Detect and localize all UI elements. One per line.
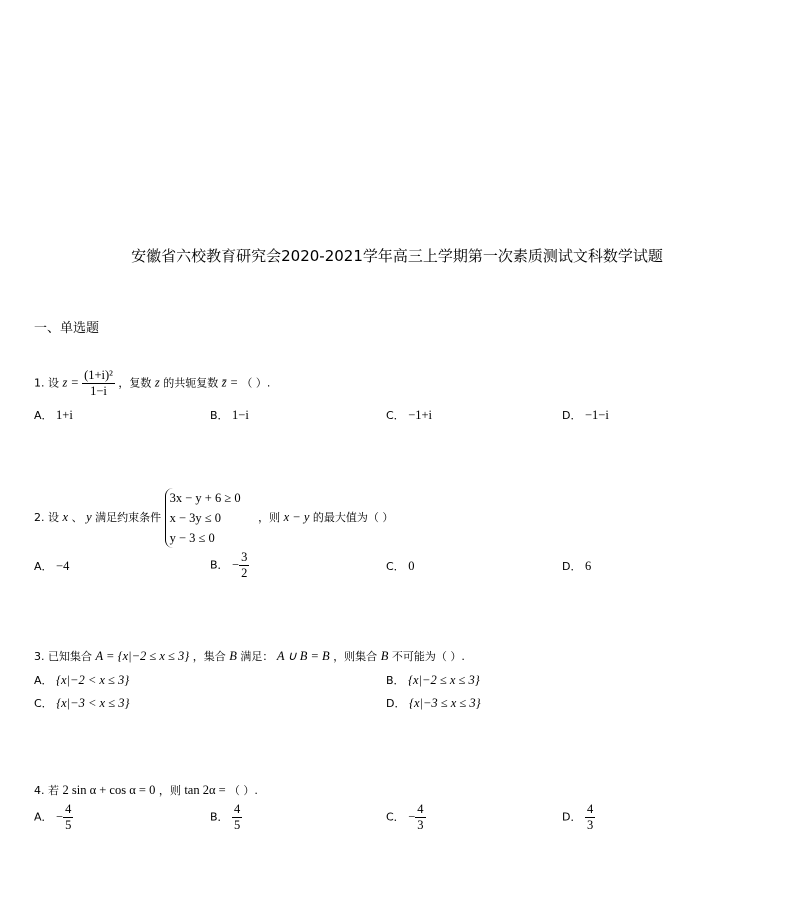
fraction-denominator: 3 [417, 818, 424, 832]
option-label: B． [210, 558, 229, 572]
option-value: 0 [408, 559, 415, 573]
option-label: C． [386, 560, 405, 573]
q3-set-a: A = {x|−2 ≤ x ≤ 3} [95, 649, 190, 663]
q2-constraint-3: y − 3 ≤ 0 [169, 531, 215, 545]
q3-relation: A ∪ B = B [276, 649, 330, 663]
q1-suffix: （ ）. [241, 376, 271, 390]
option-value: {x|−2 ≤ x ≤ 3} [408, 673, 480, 687]
fraction-numerator: 4 [417, 802, 424, 816]
q3-mid: ，集合 [192, 650, 226, 663]
q2-option-d[interactable] [562, 558, 591, 574]
q3-prefix: 3. 已知集合 [34, 650, 92, 663]
option-fraction [415, 802, 425, 833]
option-sign: − [408, 809, 416, 824]
option-fraction [63, 802, 73, 833]
q3-option-d[interactable] [386, 695, 481, 711]
q1-option-d[interactable] [562, 407, 609, 423]
q4-expr: tan 2α = [184, 783, 229, 797]
q4-prefix: 4. 若 [34, 784, 59, 797]
q2-option-a[interactable] [34, 558, 69, 574]
question-4 [34, 782, 258, 798]
option-fraction [232, 802, 242, 833]
q1-mid: ，复数 [118, 376, 152, 390]
option-label: D． [562, 409, 582, 422]
q1-fraction [82, 368, 115, 399]
q2-prefix: 2. 设 [34, 511, 59, 524]
option-value: 1+i [56, 408, 73, 422]
fraction-numerator: 4 [65, 802, 72, 816]
q2-suffix: 的最大值为（ ） [312, 511, 394, 524]
option-value: {x|−3 < x ≤ 3} [56, 696, 130, 710]
q3-b: B [229, 649, 237, 663]
q1-option-c[interactable] [386, 407, 432, 423]
fraction-denominator: 5 [234, 818, 241, 832]
q4-suffix: （ ）. [228, 784, 258, 797]
fraction-denominator: 5 [65, 818, 72, 832]
q1-z: z [154, 375, 160, 390]
q3-mid2: 满足： [240, 650, 274, 663]
question-1 [34, 368, 270, 399]
option-label: B． [210, 810, 229, 824]
q3-option-a[interactable] [34, 672, 129, 688]
q3-option-c[interactable] [34, 695, 129, 711]
q2-sep: 、 [71, 511, 83, 524]
fraction-denominator: 3 [586, 818, 594, 832]
section-heading: 一、单选题 [34, 321, 100, 336]
fraction-numerator: 4 [586, 802, 594, 816]
fraction-numerator: 4 [234, 802, 241, 816]
q4-equation: 2 sin α + cos α = 0 [62, 783, 156, 797]
option-value: {x|−2 < x ≤ 3} [56, 673, 130, 687]
q2-y: y [86, 510, 92, 524]
q2-option-b[interactable] [210, 550, 249, 581]
q4-option-d[interactable] [562, 802, 595, 833]
q1-denominator: 1−i [90, 384, 107, 398]
option-label: B． [386, 674, 405, 687]
q2-x: x [62, 510, 69, 524]
option-label: D． [386, 697, 406, 710]
q3-b2: B [380, 649, 389, 663]
q1-option-b[interactable] [210, 407, 249, 423]
option-value: {x|−3 ≤ x ≤ 3} [408, 696, 481, 710]
q3-option-b[interactable] [386, 672, 480, 688]
option-value: −4 [56, 559, 70, 573]
q1-zbar: z̄ = [221, 375, 242, 390]
option-sign: − [56, 809, 64, 824]
option-label: A． [34, 810, 53, 824]
question-2 [34, 488, 393, 548]
q1-option-a[interactable] [34, 407, 73, 423]
option-label: D． [562, 810, 582, 824]
option-fraction [585, 802, 595, 833]
q2-expr: x − y [283, 510, 310, 524]
q1-z-eq: z = [62, 375, 83, 390]
option-label: C． [34, 697, 53, 710]
q2-constraint-2: x − 3y ≤ 0 [169, 511, 222, 525]
option-label: C． [386, 409, 405, 422]
option-label: A． [34, 409, 53, 422]
q3-mid3: ，则集合 [333, 650, 378, 663]
q4-option-a[interactable] [34, 802, 73, 833]
option-label: A． [34, 560, 53, 573]
page-title: 安徽省六校教育研究会2020-2021学年高三上学期第一次素质测试文科数学试题 [131, 247, 663, 265]
option-sign: − [232, 557, 240, 572]
option-value: 1−i [232, 408, 249, 422]
fraction-numerator: 3 [241, 550, 248, 564]
option-value: −1−i [584, 408, 609, 422]
q2-b-fraction [239, 550, 249, 581]
q4-option-c[interactable] [386, 802, 426, 833]
option-label: D． [562, 560, 582, 573]
question-3 [34, 648, 465, 664]
q2-constraint-system [165, 488, 241, 548]
option-label: B． [210, 409, 229, 422]
q2-constraint-1: 3x − y + 6 ≥ 0 [169, 491, 241, 505]
fraction-denominator: 2 [241, 566, 248, 580]
q3-suffix: 不可能为（ ）. [391, 650, 465, 663]
q1-prefix: 1. 设 [34, 376, 59, 390]
option-label: C． [386, 810, 405, 824]
q4-mid: ，则 [158, 784, 181, 797]
q1-numerator: (1+i)² [84, 368, 113, 382]
option-value: 6 [584, 559, 592, 573]
q4-option-b[interactable] [210, 802, 242, 833]
option-label: A． [34, 674, 53, 687]
q2-mid: 满足约束条件 [95, 511, 162, 524]
q2-mid2: ，则 [258, 511, 281, 524]
q1-mid2: 的共轭复数 [163, 376, 219, 390]
option-value: −1+i [408, 408, 433, 422]
q2-option-c[interactable] [386, 558, 414, 574]
